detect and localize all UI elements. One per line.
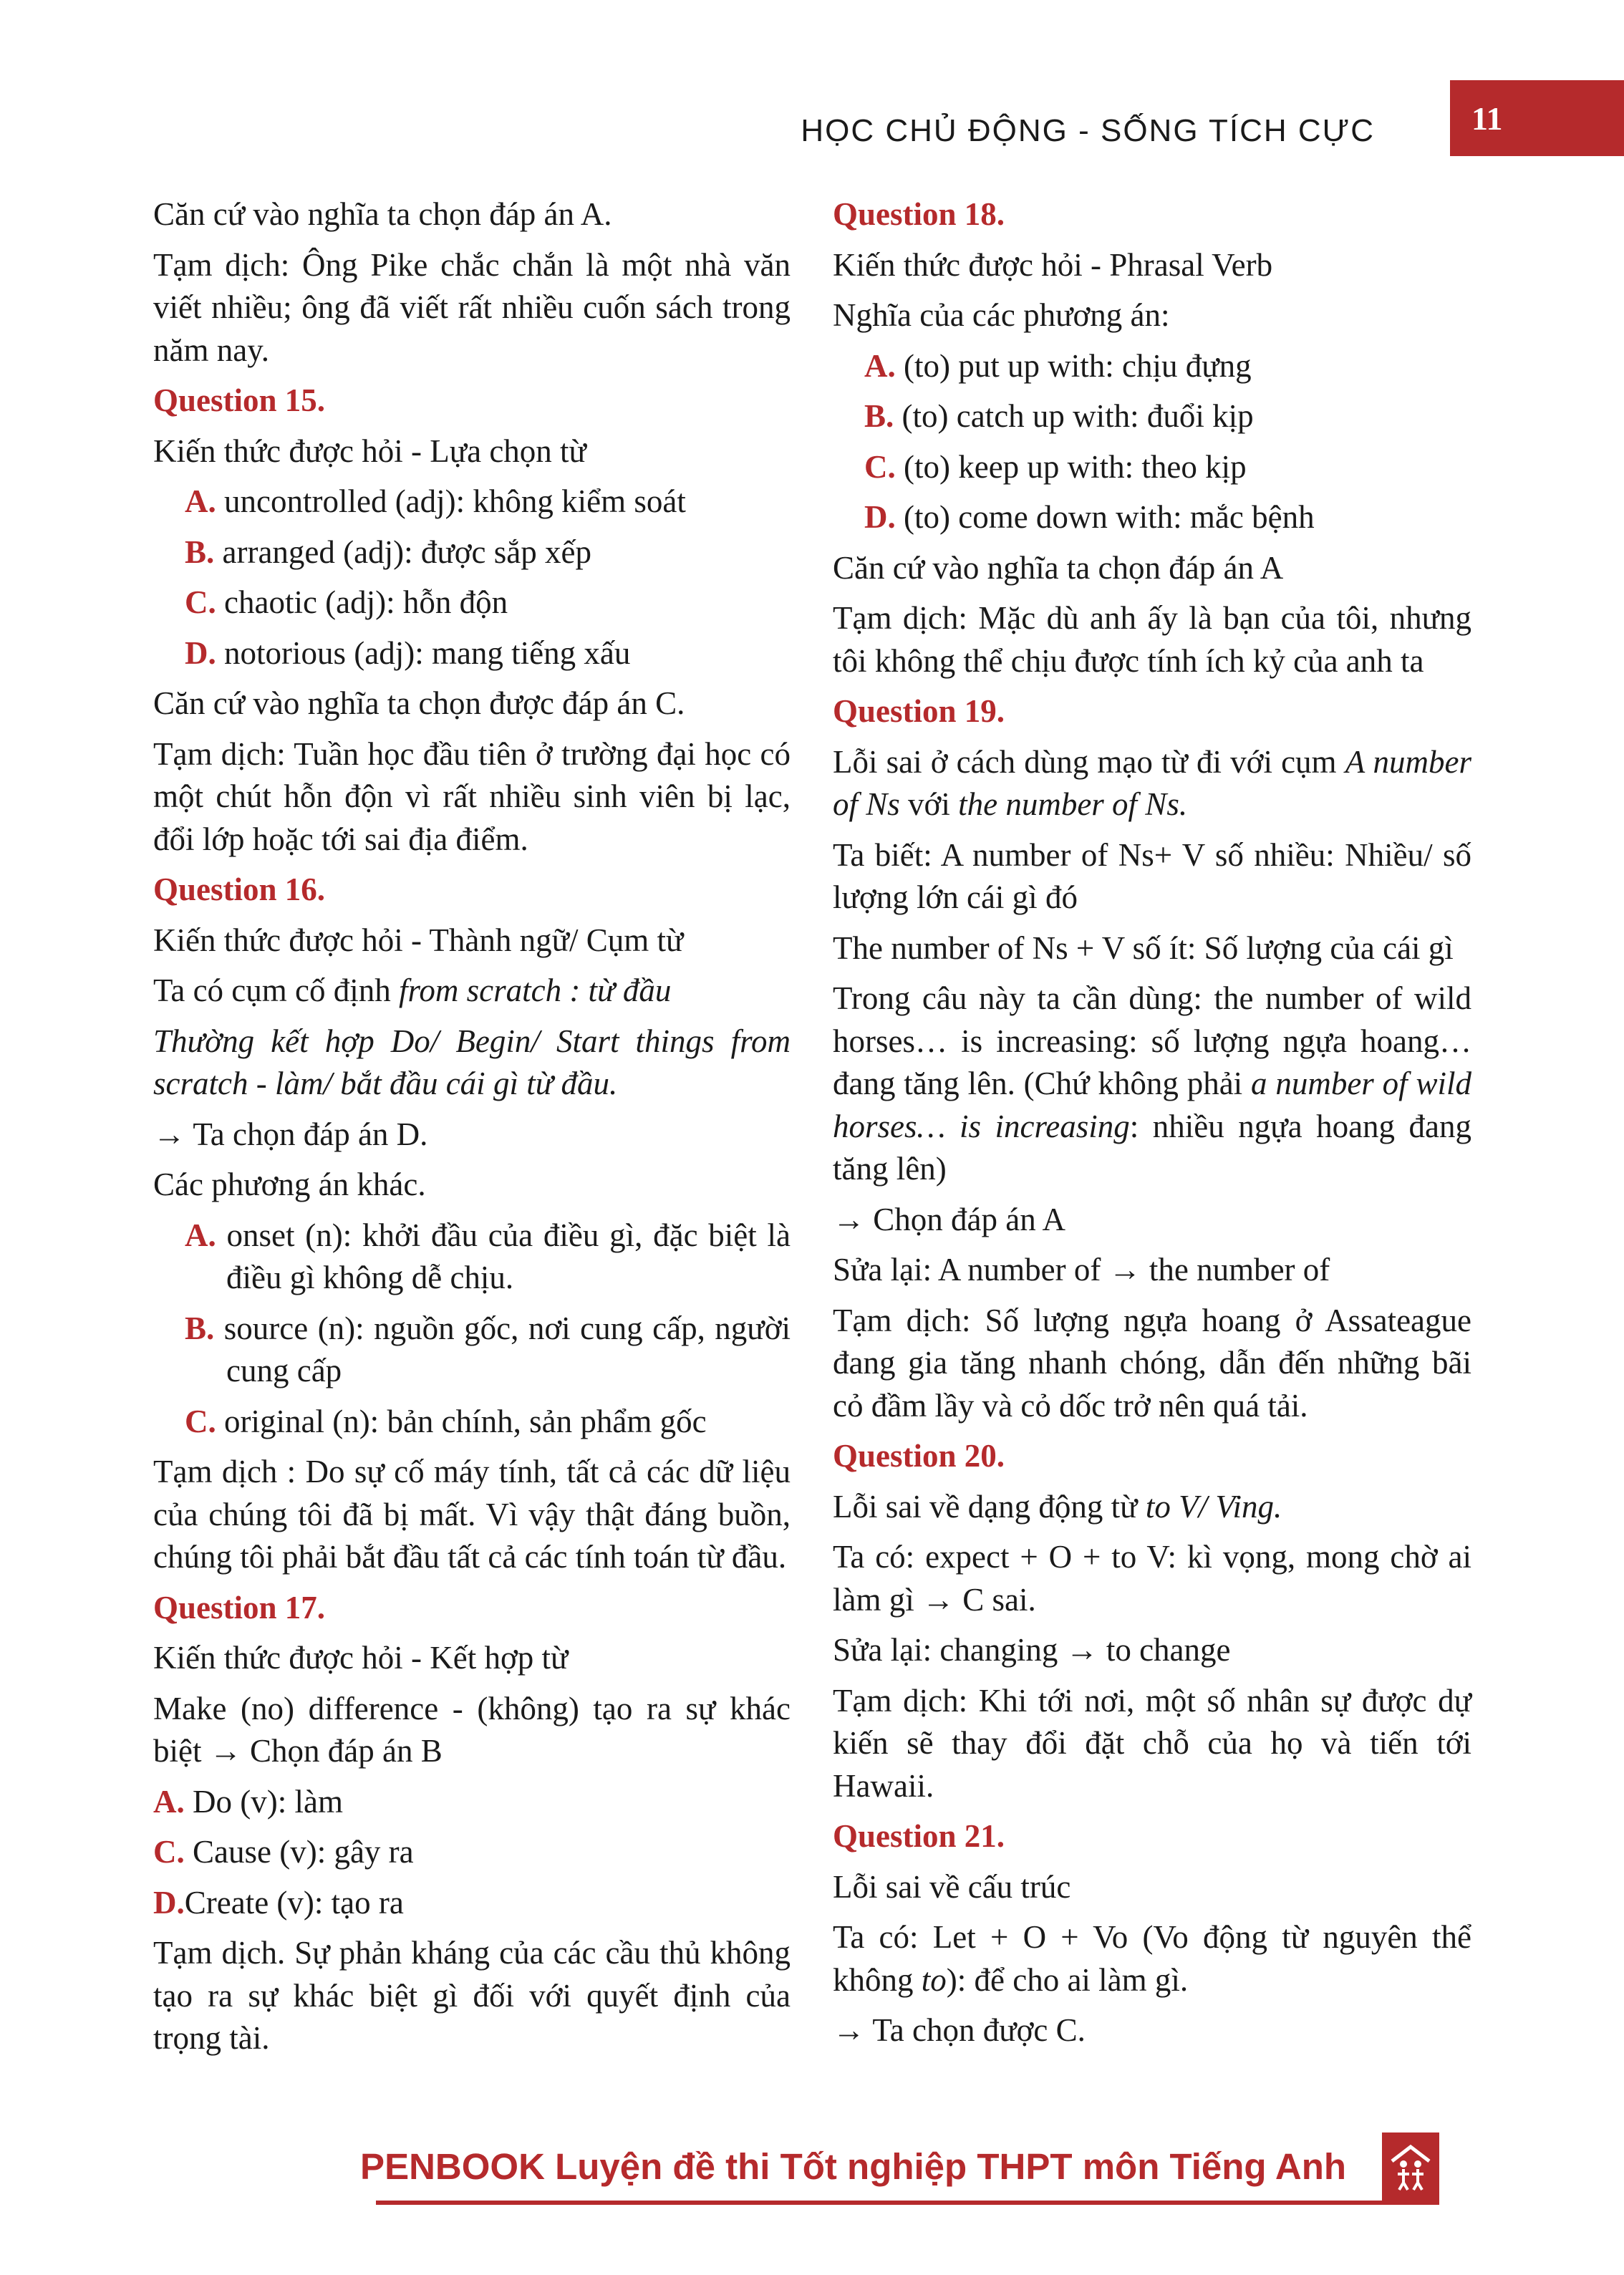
usage-em: Thường kết hợp Do/ Begin/ Start things from scratch - làm/ bắt đầu cái gì từ đầu. [153, 1023, 791, 1101]
fixed-phrase [153, 970, 791, 1013]
running-header: HỌC CHỦ ĐỘNG - SỐNG TÍCH CỰC [801, 113, 1375, 148]
question-15-heading: Question 15. [153, 382, 326, 418]
option-text: chaotic (adj): hỗn độn [216, 584, 508, 620]
option-a [153, 1781, 791, 1824]
option-letter: C. [185, 584, 216, 620]
translation: Tạm dịch : Do sự cố máy tính, tất cả các dữ liệu của chúng tôi đã bị mất. Vì vậy thật đáng buồn, chúng tôi phải bắt đầu tất cả các tính toán từ đầu. [153, 1454, 791, 1575]
option-b [864, 395, 1471, 438]
option-letter: A. [153, 1783, 185, 1820]
text-em: A number of Ns [833, 743, 1471, 822]
text-em: to V/ Ving. [1145, 1488, 1282, 1525]
error-description [833, 1486, 1471, 1529]
option-text: notorious (adj): mang tiếng xấu [216, 634, 631, 671]
option-a [864, 345, 1471, 388]
answer: Căn cứ vào nghĩa ta chọn đáp án A [833, 549, 1284, 586]
text-run: Ta có: Let + O + Vo (Vo động từ nguyên thể không [833, 1919, 1471, 1998]
option-text: arranged (adj): được sắp xếp [214, 533, 591, 570]
option-letter: D. [864, 499, 896, 535]
option-d [185, 632, 791, 675]
question-18-heading: Question 18. [833, 196, 1005, 232]
choose: → Chọn đáp án A [833, 1201, 1065, 1237]
option-text: (to) keep up with: theo kịp [895, 448, 1247, 485]
option-letter: B. [185, 533, 215, 570]
text-em: a number of wild horses… is increasing [833, 1066, 1471, 1144]
topic: Kiến thức được hỏi - Kết hợp từ [153, 1640, 569, 1676]
option-text: (to) put up with: chịu đựng [895, 347, 1252, 384]
option-letter: C. [153, 1834, 185, 1870]
option-b [185, 531, 791, 574]
option-text: uncontrolled (adj): không kiểm soát [216, 483, 686, 519]
option-text: source (n): nguồn gốc, nơi cung cấp, người cung cấp [214, 1310, 791, 1388]
explanation: Make (no) difference - (không) tạo ra sự khác biệt → Chọn đáp án B [153, 1690, 791, 1769]
translation: Tạm dịch: Ông Pike chắc chắn là một nhà văn viết nhiều; ông đã viết rất nhiều cuốn sách trong năm nay. [153, 246, 791, 368]
page-number: 11 [1450, 80, 1624, 156]
text-run: Lỗi sai về dạng động từ [833, 1488, 1146, 1525]
error-description: Lỗi sai về cấu trúc [833, 1868, 1071, 1905]
translation: Tạm dịch: Số lượng ngựa hoang ở Assateague đang gia tăng nhanh chóng, dẫn đến những bãi cỏ đầm lầy và cỏ dốc trở nên quá tải. [833, 1302, 1471, 1424]
option-text: (to) come down with: mắc bệnh [895, 499, 1315, 535]
question-21-heading: Question 21. [833, 1818, 1005, 1854]
error-description [833, 741, 1471, 826]
meaning-intro: Nghĩa của các phương án: [833, 297, 1170, 333]
option-d [864, 496, 1471, 539]
choose: → Ta chọn đáp án D. [153, 1116, 428, 1152]
fixed-phrase-em: from scratch : từ đầu [399, 972, 672, 1008]
penbook-logo-icon-svg [1388, 2143, 1434, 2194]
text-run: : nhiều ngựa hoang đang tăng lên) [833, 1108, 1471, 1187]
translation: Tạm dịch: Mặc dù anh ấy là bạn của tôi, nhưng tôi không thể chịu được tính ích kỷ của anh ta [833, 600, 1471, 679]
option-letter: D. [153, 1884, 185, 1921]
option-text: Cause (v): gây ra [184, 1834, 414, 1870]
rule [833, 1916, 1471, 2001]
footer-title: PENBOOK Luyện đề thi Tốt nghiệp THPT môn Tiếng Anh [360, 2146, 1346, 2187]
rule: Ta biết: A number of Ns+ V số nhiều: Nhiều/ số lượng lớn cái gì đó [833, 836, 1471, 915]
option-text: original (n): bản chính, sản phẩm gốc [216, 1403, 707, 1439]
text-run: Trong câu này ta cần dùng: the number of wild horses… is increasing: số lượng ngựa hoang… đang tăng lên. (Chứ không phải [833, 980, 1471, 1101]
option-letter: C. [185, 1403, 216, 1439]
option-text: onset (n): khởi đầu của điều gì, đặc biệt là điều gì không dễ chịu. [216, 1217, 791, 1295]
rule: The number of Ns + V số ít: Số lượng của cái gì [833, 929, 1454, 966]
footer-divider [376, 2201, 1439, 2205]
option-c [153, 1831, 791, 1874]
text-run: ): để cho ai làm gì. [946, 1961, 1189, 1998]
left-column [153, 193, 791, 2068]
text-run: Lỗi sai ở cách dùng mạo từ đi với cụm [833, 743, 1345, 780]
translation: Tạm dịch: Khi tới nơi, một số nhân sự được dự kiến sẽ thay đổi đặt chỗ của họ và tiến tới Hawaii. [833, 1682, 1471, 1804]
option-letter: B. [185, 1310, 215, 1346]
fix: Sửa lại: A number of → the number of [833, 1252, 1330, 1288]
option-c [864, 446, 1471, 489]
translation: Tạm dịch: Tuần học đầu tiên ở trường đại học có một chút hỗn độn vì rất nhiều sinh viên bị lạc, đổi lớp hoặc tới sai địa điểm. [153, 735, 791, 857]
option-text: (to) catch up with: đuổi kịp [894, 398, 1254, 434]
topic: Kiến thức được hỏi - Thành ngữ/ Cụm từ [153, 922, 684, 958]
answer: Căn cứ vào nghĩa ta chọn được đáp án C. [153, 685, 685, 721]
text-em: to [921, 1961, 947, 1998]
option-letter: D. [185, 634, 216, 671]
option-letter: B. [864, 398, 894, 434]
right-column [833, 193, 1471, 2060]
option-a [185, 480, 791, 523]
option-letter: C. [864, 448, 896, 485]
penbook-logo-icon [1382, 2132, 1439, 2204]
question-20-heading: Question 20. [833, 1438, 1005, 1474]
option-text: Create (v): tạo ra [184, 1884, 404, 1921]
option-letter: A. [185, 1217, 216, 1253]
option-b [185, 1308, 791, 1393]
option-c [185, 1401, 791, 1444]
option-letter: A. [185, 483, 216, 519]
topic: Kiến thức được hỏi - Lựa chọn từ [153, 433, 586, 469]
question-17-heading: Question 17. [153, 1589, 326, 1626]
explanation [833, 977, 1471, 1191]
question-16-heading: Question 16. [153, 871, 326, 907]
option-text: Do (v): làm [184, 1783, 343, 1820]
option-d [153, 1882, 791, 1925]
option-a [185, 1214, 791, 1300]
usage [153, 1020, 791, 1106]
text-em: the number of Ns. [958, 786, 1188, 822]
option-letter: A. [864, 347, 896, 384]
rule: Ta có: expect + O + to V: kì vọng, mong chờ ai làm gì → C sai. [833, 1539, 1471, 1618]
fixed-phrase-prefix: Ta có cụm cố định [153, 972, 399, 1008]
other-options: Các phương án khác. [153, 1167, 426, 1202]
text-run: với [899, 786, 959, 822]
question-19-heading: Question 19. [833, 693, 1005, 729]
option-c [185, 581, 791, 624]
translation: Tạm dịch. Sự phản kháng của các cầu thủ không tạo ra sự khác biệt gì đối với quyết định của trọng tài. [153, 1935, 791, 2056]
paragraph: Căn cứ vào nghĩa ta chọn đáp án A. [153, 196, 612, 232]
choose: → Ta chọn được C. [833, 2012, 1086, 2048]
fix: Sửa lại: changing → to change [833, 1632, 1231, 1668]
topic: Kiến thức được hỏi - Phrasal Verb [833, 246, 1273, 283]
